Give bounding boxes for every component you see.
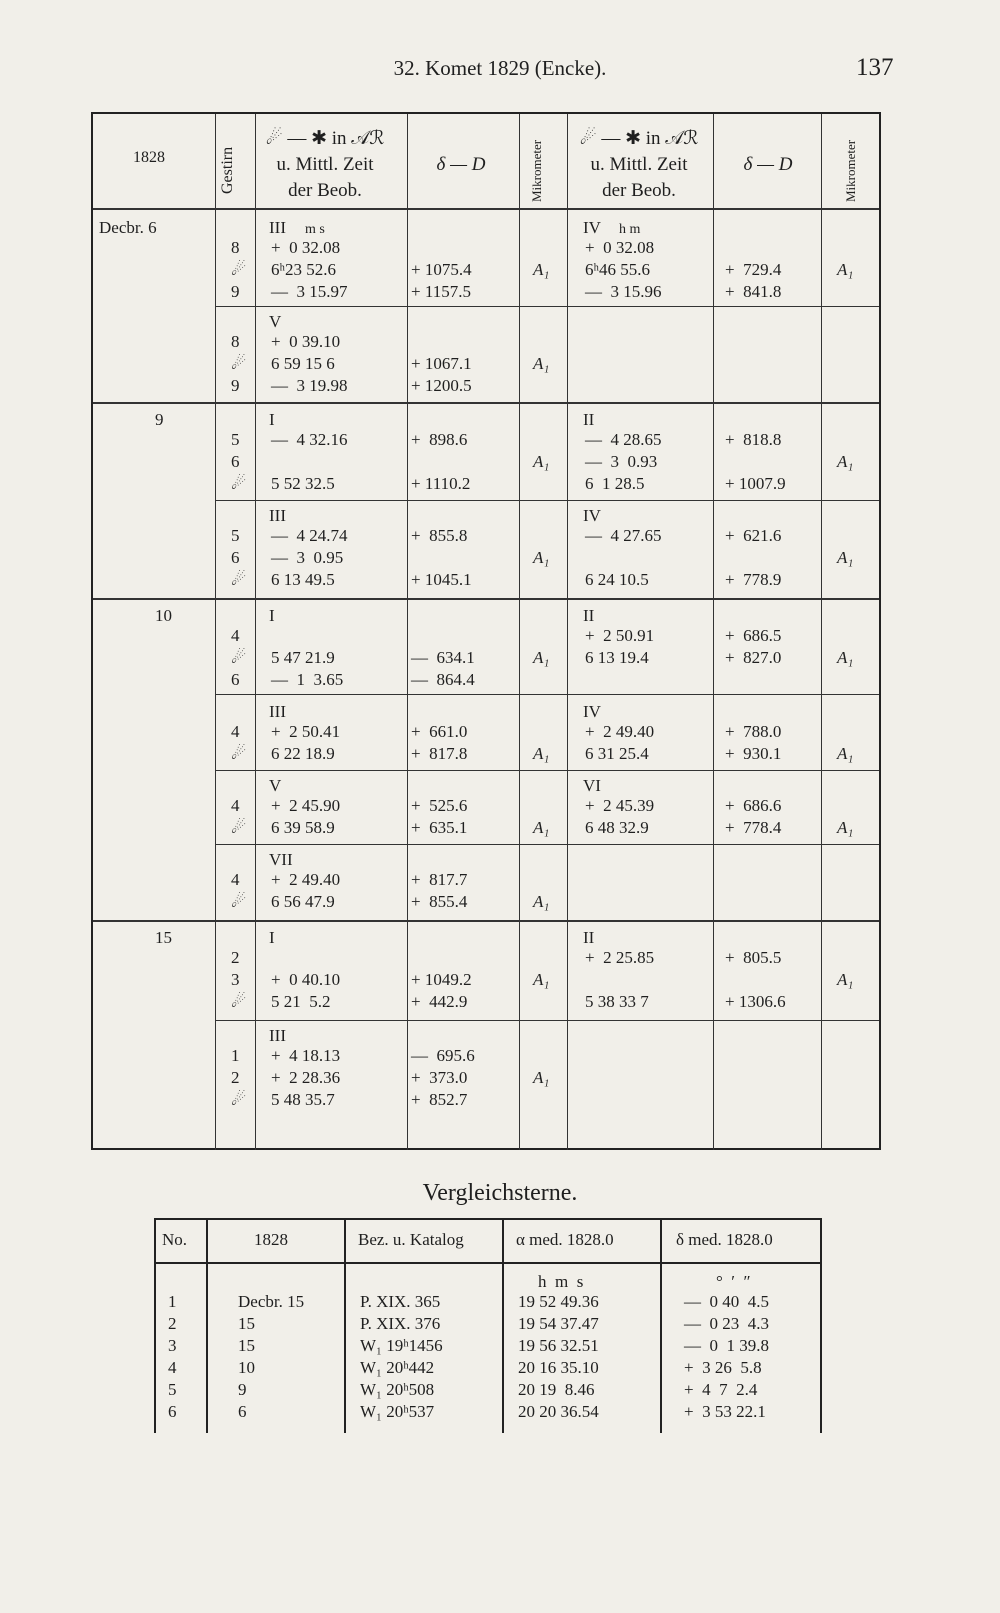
time-value: + 0 40.10 [271,970,341,989]
mikrometer-value: A₁ [533,892,550,911]
series-label: VI [583,776,601,795]
mikrometer-value: A₁ [533,744,550,763]
cmp-cell: 6 [168,1402,177,1421]
cmp-header-year: 1828 [254,1230,288,1249]
time-value: — 4 24.74 [271,526,348,545]
mikrometer-value: A₁ [837,548,854,567]
time-value: — 1 3.65 [271,670,344,689]
series-label: IV [583,702,601,721]
time-value: 6ʰ23 52.6 [271,260,336,279]
header-time-1: ☄ — ✱ in 𝒜ℛ [265,128,385,149]
time-value: — 4 32.16 [271,430,348,449]
time-value: — 3 15.96 [585,282,662,301]
cmp-cell: + 3 26 5.8 [684,1358,762,1377]
time-value: — 3 19.98 [271,376,348,395]
mikrometer-value: A₁ [837,970,854,989]
cmp-cell: 9 [238,1380,247,1399]
cmp-cell: 4 [168,1358,177,1377]
delta-value: + 855.4 [411,892,468,911]
time-value: + 0 32.08 [271,238,341,257]
row-object: 9 [231,376,240,395]
header-time-2-right: u. Mittl. Zeit [590,154,688,175]
row-object: ☄ [231,744,247,763]
time-value: — 3 0.93 [585,452,658,471]
row-object: ☄ [231,354,247,373]
delta-value: + 635.1 [411,818,468,837]
delta-value: + 621.6 [725,526,782,545]
row-object: ☄ [231,260,247,279]
series-label: I [269,928,275,947]
series-label: I [269,606,275,625]
row-object: 6 [231,452,240,471]
cmp-cell: W₁ 20ʰ537 [360,1402,435,1421]
row-object: 3 [231,970,240,989]
row-object: 2 [231,1068,240,1087]
series-label: IV [583,218,601,237]
time-value: + 2 28.36 [271,1068,341,1087]
time-value: 5 48 35.7 [271,1090,335,1109]
time-value: + 2 50.41 [271,722,341,741]
header-mikrometer: Mikrometer [529,139,544,202]
mikrometer-value: A₁ [533,354,550,373]
delta-value: + 827.0 [725,648,782,667]
delta-value: + 818.8 [725,430,782,449]
mikrometer-value: A₁ [533,260,550,279]
mikrometer-value: A₁ [837,260,854,279]
cmp-cell: 15 [238,1336,255,1355]
series-label: III [269,702,286,721]
delta-value: + 1045.1 [411,570,472,589]
cmp-cell: 19 54 37.47 [518,1314,599,1333]
delta-value: + 1049.2 [411,970,472,989]
row-object: 4 [231,722,240,741]
time-value: + 2 49.40 [585,722,655,741]
header-time-2: u. Mittl. Zeit [276,154,374,175]
time-value: 6 1 28.5 [585,474,645,493]
page-number: 137 [856,54,894,81]
time-value: — 4 27.65 [585,526,662,545]
time-value: — 3 0.95 [271,548,344,567]
delta-value: + 1007.9 [725,474,786,493]
row-object: ☄ [231,892,247,911]
series-label: V [269,776,282,795]
row-object: ☄ [231,1090,247,1109]
delta-value: + 852.7 [411,1090,468,1109]
delta-value: + 1157.5 [411,282,471,301]
cmp-cell: 19 52 49.36 [518,1292,599,1311]
group-date: 9 [155,410,164,429]
header-mikrometer-right: Mikrometer [843,139,858,202]
delta-value: — 695.6 [411,1046,475,1065]
unit-label: h m [619,222,641,237]
cmp-header-ra: α med. 1828.0 [516,1230,614,1249]
series-label: III [269,218,286,237]
cmp-cell: 5 [168,1380,177,1399]
mikrometer-value: A₁ [533,452,550,471]
time-value: + 2 45.39 [585,796,655,815]
series-label: II [583,410,595,429]
cmp-cell: + 3 53 22.1 [684,1402,766,1421]
row-object: 1 [231,1046,240,1065]
delta-value: + 817.7 [411,870,468,889]
time-value: 5 38 33 7 [585,992,649,1011]
mikrometer-value: A₁ [533,548,550,567]
cmp-unit-ra: h m s [538,1272,584,1291]
mikrometer-value: A₁ [533,1068,550,1087]
cmp-cell: 15 [238,1314,255,1333]
time-value: 5 52 32.5 [271,474,335,493]
time-value: + 4 18.13 [271,1046,341,1065]
cmp-header-no: No. [162,1230,188,1249]
group-date: 15 [155,928,172,947]
cmp-cell: 20 16 35.10 [518,1358,599,1377]
series-label: III [269,1026,286,1045]
time-value: — 3 15.97 [271,282,348,301]
delta-value: + 778.4 [725,818,782,837]
delta-value: + 661.0 [411,722,468,741]
delta-value: + 841.8 [725,282,782,301]
delta-value: + 1306.6 [725,992,786,1011]
delta-value: + 1200.5 [411,376,472,395]
group-date: 10 [155,606,172,625]
row-object: ☄ [231,474,247,493]
delta-value: + 1075.4 [411,260,472,279]
unit-label: m s [305,222,325,237]
row-object: ☄ [231,818,247,837]
delta-value: + 525.6 [411,796,468,815]
delta-value: + 855.8 [411,526,468,545]
comparison-table [154,1218,822,1433]
series-label: III [269,506,286,525]
cmp-cell: 20 20 36.54 [518,1402,599,1421]
cmp-cell: — 0 23 4.3 [684,1314,769,1333]
mikrometer-value: A₁ [533,970,550,989]
header-delta: δ — D [436,154,486,175]
cmp-cell: P. XIX. 365 [360,1292,441,1311]
series-label: V [269,312,282,331]
cmp-cell: 20 19 8.46 [518,1380,595,1399]
row-object: 8 [231,332,240,351]
delta-value: + 788.0 [725,722,782,741]
time-value: 6 31 25.4 [585,744,649,763]
time-value: 6 59 15 6 [271,354,335,373]
header-time-1-right: ☄ — ✱ in 𝒜ℛ [579,128,699,149]
comparison-title: Vergleichsterne. [422,1180,578,1206]
header-gestirn: Gestirn [219,146,236,194]
cmp-cell: 1 [168,1292,177,1311]
row-object: ☄ [231,648,247,667]
cmp-cell: — 0 40 4.5 [684,1292,769,1311]
delta-value: + 686.6 [725,796,782,815]
delta-value: + 1110.2 [411,474,471,493]
delta-value: + 817.8 [411,744,468,763]
row-object: 4 [231,870,240,889]
header-delta-right: δ — D [743,154,793,175]
row-object: ☄ [231,570,247,589]
row-object: ☄ [231,992,247,1011]
cmp-cell: Decbr. 15 [238,1292,305,1311]
time-value: 6 13 49.5 [271,570,335,589]
cmp-cell: 19 56 32.51 [518,1336,599,1355]
cmp-cell: 10 [238,1358,255,1377]
row-object: 5 [231,430,240,449]
cmp-cell: + 4 7 2.4 [684,1380,758,1399]
delta-value: + 1067.1 [411,354,472,373]
delta-value: + 442.9 [411,992,468,1011]
time-value: + 2 49.40 [271,870,341,889]
cmp-header-dec: δ med. 1828.0 [676,1230,773,1249]
cmp-header-katalog: Bez. u. Katalog [358,1230,464,1249]
row-object: 4 [231,796,240,815]
delta-value: + 686.5 [725,626,782,645]
delta-value: + 930.1 [725,744,782,763]
delta-value: + 898.6 [411,430,468,449]
time-value: 5 21 5.2 [271,992,331,1011]
delta-value: + 805.5 [725,948,782,967]
row-object: 9 [231,282,240,301]
mikrometer-value: A₁ [837,452,854,471]
observation-table [91,112,881,1150]
cmp-cell: W₁ 20ʰ508 [360,1380,435,1399]
header-time-3-right: der Beob. [602,180,676,201]
row-object: 5 [231,526,240,545]
header-year: 1828 [133,149,165,166]
row-object: 6 [231,670,240,689]
series-label: VII [269,850,293,869]
time-value: 6 13 19.4 [585,648,649,667]
row-object: 4 [231,626,240,645]
cmp-cell: — 0 1 39.8 [684,1336,769,1355]
cmp-cell: 3 [168,1336,177,1355]
row-object: 2 [231,948,240,967]
time-value: + 0 32.08 [585,238,655,257]
time-value: + 2 45.90 [271,796,341,815]
mikrometer-value: A₁ [837,818,854,837]
time-value: 6 56 47.9 [271,892,335,911]
series-label: II [583,606,595,625]
row-object: 8 [231,238,240,257]
delta-value: + 729.4 [725,260,782,279]
time-value: + 0 39.10 [271,332,341,351]
mikrometer-value: A₁ [533,648,550,667]
header-time-3: der Beob. [288,180,362,201]
row-object: 6 [231,548,240,567]
delta-value: — 864.4 [411,670,475,689]
cmp-unit-dec: ° ′ ″ [716,1272,751,1291]
cmp-cell: W₁ 19ʰ1456 [360,1336,443,1355]
time-value: — 4 28.65 [585,430,662,449]
time-value: 6 22 18.9 [271,744,335,763]
mikrometer-value: A₁ [533,818,550,837]
cmp-cell: 2 [168,1314,177,1333]
time-value: + 2 25.85 [585,948,655,967]
delta-value: + 373.0 [411,1068,468,1087]
delta-value: + 778.9 [725,570,782,589]
time-value: 6 39 58.9 [271,818,335,837]
cmp-cell: P. XIX. 376 [360,1314,441,1333]
delta-value: — 634.1 [411,648,475,667]
mikrometer-value: A₁ [837,648,854,667]
time-value: 6 24 10.5 [585,570,649,589]
series-label: IV [583,506,601,525]
time-value: 6ʰ46 55.6 [585,260,650,279]
time-value: 5 47 21.9 [271,648,335,667]
series-label: II [583,928,595,947]
mikrometer-value: A₁ [837,744,854,763]
cmp-cell: 6 [238,1402,247,1421]
series-label: I [269,410,275,429]
cmp-cell: W₁ 20ʰ442 [360,1358,435,1377]
time-value: + 2 50.91 [585,626,655,645]
group-date: Decbr. 6 [99,218,157,237]
running-title: 32. Komet 1829 (Encke). [393,56,607,80]
time-value: 6 48 32.9 [585,818,649,837]
